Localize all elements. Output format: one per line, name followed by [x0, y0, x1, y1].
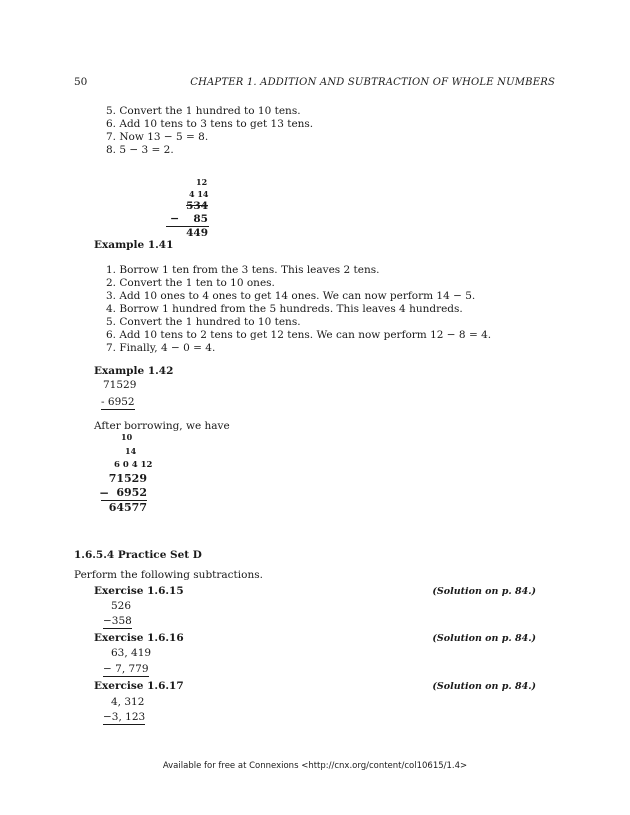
list-item: 5. Convert the 1 hundred to 10 tens. [106, 316, 301, 328]
borrow-digit: 12 [196, 177, 208, 187]
minuend: 534 [186, 200, 208, 212]
subtrahend: - 6952 [101, 396, 135, 408]
borrow-digit: 14 [125, 446, 137, 456]
list-item: 1. Borrow 1 ten from the 3 tens. This leaves 2 tens. [106, 264, 380, 276]
list-item: 6. Add 10 tens to 2 tens to get 12 tens. We can now perform 12 − 8 = 4. [106, 329, 492, 341]
exercise-bottom-number: −358 [103, 615, 132, 627]
section-heading: 1.6.5.4 Practice Set D [74, 549, 202, 561]
minuend: 71529 [108, 472, 147, 485]
subtrahend: 6952 [116, 486, 147, 499]
exercise-title: Exercise 1.6.16 [94, 632, 184, 644]
chapter-title: CHAPTER 1. ADDITION AND SUBTRACTION OF WHOLE NUMBERS [190, 77, 555, 88]
solution-link[interactable]: (Solution on p. 84.) [432, 681, 536, 692]
borrow-digit: 4 14 [189, 189, 209, 199]
exercise-title: Exercise 1.6.15 [94, 585, 184, 597]
result: 64577 [108, 501, 147, 514]
exercise-bottom-number: −3, 123 [103, 711, 146, 723]
minuend: 71529 [103, 379, 137, 391]
list-item: 2. Convert the 1 ten to 10 ones. [106, 277, 275, 289]
list-item: 5. Convert the 1 hundred to 10 tens. [106, 105, 301, 117]
body-text: After borrowing, we have [94, 420, 230, 432]
footer-text[interactable]: Available for free at Connexions <http://cnx.org/content/col10615/1.4> [162, 761, 468, 771]
minus-sign: − [99, 486, 110, 500]
list-item: 4. Borrow 1 hundred from the 5 hundreds. This leaves 4 hundreds. [106, 303, 463, 315]
list-item: 3. Add 10 ones to 4 ones to get 14 ones. We can now perform 14 − 5. [106, 290, 476, 302]
exercise-top-number: 4, 312 [111, 696, 145, 708]
instruction-text: Perform the following subtractions. [74, 569, 263, 581]
minus-sign: − [170, 212, 180, 225]
borrow-digit: 10 [121, 432, 133, 442]
exercise-top-number: 63, 419 [111, 647, 152, 659]
exercise-bottom-number: − 7, 779 [103, 663, 149, 675]
list-item: 6. Add 10 tens to 3 tens to get 13 tens. [106, 118, 314, 130]
example-title: Example 1.42 [94, 365, 174, 377]
exercise-top-number: 526 [111, 600, 132, 612]
subtrahend: 85 [193, 213, 208, 225]
list-item: 7. Now 13 − 5 = 8. [106, 131, 209, 143]
example-title: Example 1.41 [94, 239, 174, 251]
solution-link[interactable]: (Solution on p. 84.) [432, 633, 536, 644]
solution-link[interactable]: (Solution on p. 84.) [432, 586, 536, 597]
list-item: 8. 5 − 3 = 2. [106, 144, 174, 156]
borrow-digit: 6 0 4 12 [114, 460, 153, 470]
result: 449 [186, 227, 208, 239]
exercise-title: Exercise 1.6.17 [94, 680, 184, 692]
page-number: 50 [74, 76, 88, 88]
list-item: 7. Finally, 4 − 0 = 4. [106, 342, 216, 354]
